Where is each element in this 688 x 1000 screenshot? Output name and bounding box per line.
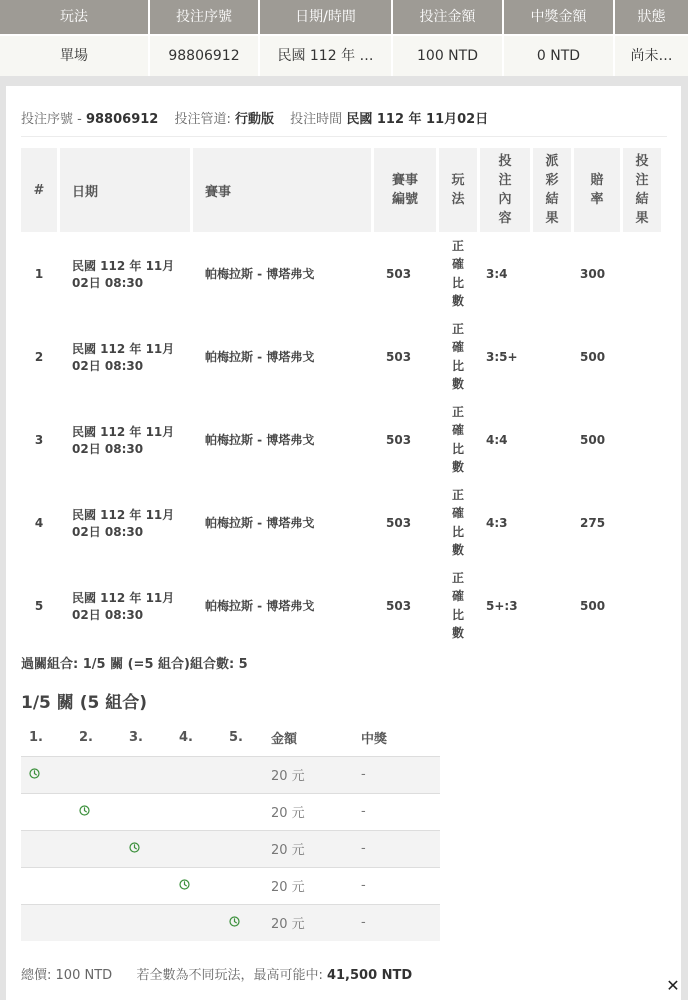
- clock-icon: [179, 879, 190, 890]
- combo-leg-cell: [171, 830, 221, 867]
- combo-leg-cell: [121, 904, 171, 941]
- combo-amount: 20 元: [271, 904, 361, 941]
- header-line: 投: [635, 154, 649, 169]
- legs-header-play: [439, 148, 477, 232]
- leg-match: 帕梅拉斯 - 博塔弗戈: [205, 433, 315, 447]
- summary-cell-datetime: 民國 112 年 …: [260, 36, 393, 76]
- leg-play-char: 確: [451, 257, 464, 271]
- combo-row: [21, 867, 440, 904]
- leg-play: [439, 481, 477, 564]
- header-line: 編號: [391, 192, 418, 207]
- combo-leg-cell: [221, 867, 271, 904]
- leg-result: [623, 315, 661, 398]
- leg-payout: [533, 398, 571, 481]
- leg-code: 503: [386, 515, 412, 530]
- leg-play: [439, 398, 477, 481]
- time-label: 投注時間: [290, 112, 343, 127]
- leg-date: [60, 398, 190, 481]
- leg-content: 4:4: [486, 432, 508, 447]
- summary-header-cell: 投注序號: [150, 0, 260, 34]
- leg-row: [21, 232, 661, 315]
- leg-date-line: 民國 112 年 11月: [72, 341, 175, 356]
- divider: [21, 136, 667, 137]
- summary-cell-stake: 100 NTD: [393, 36, 504, 76]
- leg-row: [21, 315, 661, 398]
- combo-header-amount: 金額: [271, 731, 298, 747]
- combo-leg-cell: [71, 904, 121, 941]
- leg-date-line: 民國 112 年 11月: [72, 424, 175, 439]
- legs-header-match: 賽事: [193, 148, 371, 232]
- leg-code: 503: [386, 266, 412, 281]
- combo-leg-cell: [121, 793, 171, 830]
- summary-header-cell: 狀態: [615, 0, 688, 34]
- combo-leg-cell: [221, 793, 271, 830]
- combo-leg-cell: [121, 830, 171, 867]
- combo-win: -: [361, 867, 440, 904]
- leg-play-char: 數: [451, 460, 464, 474]
- legs-header-date: 日期: [60, 148, 190, 232]
- leg-payout: [533, 232, 571, 315]
- header-line: 果: [635, 211, 649, 226]
- combo-leg-cell: [21, 867, 71, 904]
- combo-leg-cell: [71, 793, 121, 830]
- leg-date: [60, 232, 190, 315]
- leg-payout: [533, 315, 571, 398]
- leg-play-char: 比: [451, 441, 464, 456]
- legs-header-payout: [533, 148, 571, 232]
- combo-leg-cell: [221, 756, 271, 793]
- legs-table: [18, 148, 664, 647]
- close-icon[interactable]: ✕: [666, 976, 680, 995]
- combo-amount: 20 元: [271, 830, 361, 867]
- leg-row: [21, 398, 661, 481]
- leg-match: 帕梅拉斯 - 博塔弗戈: [205, 350, 315, 364]
- leg-play-char: 比: [451, 358, 464, 373]
- leg-play-char: 正: [451, 487, 464, 502]
- clock-icon: [79, 805, 90, 816]
- leg-play-char: 確: [451, 589, 464, 603]
- leg-play-char: 數: [451, 377, 464, 391]
- summary-cell-play: 單場: [0, 36, 150, 76]
- combo-leg-cell: [21, 830, 71, 867]
- combo-header-win: 中獎: [361, 731, 388, 747]
- combo-leg-cell: [221, 904, 271, 941]
- legs-header-code: [374, 148, 436, 232]
- leg-date-line: 02日 08:30: [72, 275, 144, 290]
- bet-summary-table: [0, 0, 688, 76]
- clock-icon: [29, 768, 40, 779]
- leg-code: 503: [386, 432, 412, 447]
- leg-odds: 500: [580, 432, 606, 447]
- leg-date-line: 02日 08:30: [72, 441, 144, 456]
- combo-leg-cell: [71, 830, 121, 867]
- header-line: 派: [545, 154, 559, 169]
- combo-leg-cell: [121, 867, 171, 904]
- leg-play-char: 確: [451, 506, 464, 520]
- leg-play: [439, 315, 477, 398]
- leg-date-line: 02日 08:30: [72, 524, 144, 539]
- header-line: 率: [590, 192, 604, 207]
- leg-odds: 300: [580, 266, 606, 281]
- leg-play-char: 比: [451, 524, 464, 539]
- leg-row: [21, 564, 661, 647]
- clock-icon: [229, 916, 240, 927]
- leg-odds: 500: [580, 349, 606, 364]
- header-line: 玩: [451, 173, 465, 188]
- summary-cell-status: 尚未…: [615, 36, 688, 76]
- clock-icon: [129, 842, 140, 853]
- channel-value: 行動版: [235, 112, 275, 127]
- combo-leg-cell: [71, 867, 121, 904]
- serial-value: 98806912: [85, 112, 159, 127]
- leg-play-char: 比: [451, 275, 464, 290]
- combo-leg-cell: [171, 904, 221, 941]
- header-line: 彩: [545, 173, 559, 188]
- combo-win: -: [361, 756, 440, 793]
- legs-header-num: #: [21, 148, 57, 232]
- summary-header-cell: 玩法: [0, 0, 150, 34]
- leg-play-char: 數: [451, 543, 464, 557]
- leg-play-char: 正: [451, 238, 464, 253]
- header-line: 注: [498, 173, 512, 188]
- combo-leg-cell: [21, 904, 71, 941]
- leg-date: [60, 481, 190, 564]
- leg-content: 3:4: [486, 266, 508, 281]
- leg-match: 帕梅拉斯 - 博塔弗戈: [205, 516, 315, 530]
- leg-play-char: 數: [451, 294, 464, 308]
- combo-title: 1/5 關 (5 組合): [21, 693, 147, 713]
- leg-date-line: 02日 08:30: [72, 358, 144, 373]
- leg-odds: 275: [580, 515, 606, 530]
- leg-play-char: 比: [451, 607, 464, 622]
- combo-leg-cell: [21, 756, 71, 793]
- summary-header-cell: 日期/時間: [260, 0, 393, 34]
- combo-amount: 20 元: [271, 793, 361, 830]
- serial-label: 投注序號 -: [21, 112, 82, 127]
- combo-row: [21, 830, 440, 867]
- leg-num: 1: [34, 266, 44, 281]
- leg-code: 503: [386, 598, 412, 613]
- max-win-value: 41,500 NTD: [326, 968, 413, 983]
- leg-row: [21, 481, 661, 564]
- leg-play-char: 正: [451, 570, 464, 585]
- combo-amount: 20 元: [271, 867, 361, 904]
- leg-result: [623, 564, 661, 647]
- leg-date-line: 民國 112 年 11月: [72, 507, 175, 522]
- leg-result: [623, 481, 661, 564]
- bet-meta-line: [21, 108, 488, 127]
- combo-header-leg: 4.: [179, 729, 193, 745]
- combo-header-leg: 5.: [229, 729, 243, 745]
- header-line: 賽事: [391, 173, 418, 188]
- combo-leg-cell: [171, 867, 221, 904]
- leg-num: 5: [34, 598, 44, 613]
- leg-content: 4:3: [486, 515, 508, 530]
- leg-play-char: 正: [451, 321, 464, 336]
- combo-table: [21, 719, 440, 941]
- summary-header-cell: 中獎金額: [504, 0, 615, 34]
- leg-play-char: 確: [451, 340, 464, 354]
- channel-label: 投注管道:: [174, 112, 231, 127]
- bet-detail-panel: [6, 86, 681, 1000]
- total-line: [21, 964, 412, 983]
- max-win-label: 若全數為不同玩法，最高可能中:: [136, 968, 323, 983]
- header-line: 法: [451, 192, 465, 207]
- combo-header-leg: 1.: [29, 729, 43, 745]
- leg-date: [60, 564, 190, 647]
- combo-header-row: [21, 719, 440, 756]
- combo-win: -: [361, 830, 440, 867]
- combo-row: [21, 793, 440, 830]
- leg-date: [60, 315, 190, 398]
- combo-leg-cell: [171, 793, 221, 830]
- leg-content: 3:5+: [486, 349, 518, 364]
- leg-num: 2: [34, 349, 44, 364]
- leg-result: [623, 398, 661, 481]
- header-line: 賠: [590, 173, 604, 188]
- combo-leg-cell: [221, 830, 271, 867]
- leg-num: 4: [34, 515, 44, 530]
- leg-date-line: 民國 112 年 11月: [72, 258, 175, 273]
- total-label: 總價:: [21, 968, 52, 983]
- header-line: 結: [545, 192, 559, 207]
- combo-win: -: [361, 793, 440, 830]
- summary-header-row: [0, 0, 688, 34]
- combo-row: [21, 756, 440, 793]
- summary-cell-serial: 98806912: [150, 36, 260, 76]
- leg-match: 帕梅拉斯 - 博塔弗戈: [205, 599, 315, 613]
- leg-payout: [533, 481, 571, 564]
- legs-header-odds: [574, 148, 620, 232]
- leg-date-line: 02日 08:30: [72, 607, 144, 622]
- combo-row: [21, 904, 440, 941]
- combo-summary-line: 過關組合: 1/5 關 (=5 組合)組合數: 5: [21, 657, 248, 672]
- leg-num: 3: [34, 432, 44, 447]
- header-line: 果: [545, 211, 559, 226]
- combo-leg-cell: [171, 756, 221, 793]
- header-line: 容: [498, 211, 512, 226]
- leg-match: 帕梅拉斯 - 博塔弗戈: [205, 267, 315, 281]
- leg-play-char: 數: [451, 626, 464, 640]
- combo-leg-cell: [71, 756, 121, 793]
- header-line: 內: [498, 192, 512, 207]
- header-line: 投: [498, 154, 512, 169]
- summary-row[interactable]: [0, 34, 688, 76]
- legs-header-result: [623, 148, 661, 232]
- combo-header-leg: 2.: [79, 729, 93, 745]
- leg-date-line: 民國 112 年 11月: [72, 590, 175, 605]
- total-value: 100 NTD: [55, 968, 113, 983]
- leg-play-char: 正: [451, 404, 464, 419]
- header-line: 注: [635, 173, 649, 188]
- combo-leg-cell: [121, 756, 171, 793]
- leg-result: [623, 232, 661, 315]
- summary-cell-winnings: 0 NTD: [504, 36, 615, 76]
- leg-play-char: 確: [451, 423, 464, 437]
- leg-content: 5+:3: [486, 598, 518, 613]
- combo-leg-cell: [21, 793, 71, 830]
- leg-play: [439, 564, 477, 647]
- leg-code: 503: [386, 349, 412, 364]
- leg-payout: [533, 564, 571, 647]
- leg-play: [439, 232, 477, 315]
- legs-header-row: [21, 148, 661, 232]
- combo-header-leg: 3.: [129, 729, 143, 745]
- combo-win: -: [361, 904, 440, 941]
- summary-header-cell: 投注金額: [393, 0, 504, 34]
- time-value: 民國 112 年 11月02日: [346, 112, 489, 127]
- header-line: 結: [635, 192, 649, 207]
- combo-amount: 20 元: [271, 756, 361, 793]
- leg-odds: 500: [580, 598, 606, 613]
- legs-header-content: [480, 148, 530, 232]
